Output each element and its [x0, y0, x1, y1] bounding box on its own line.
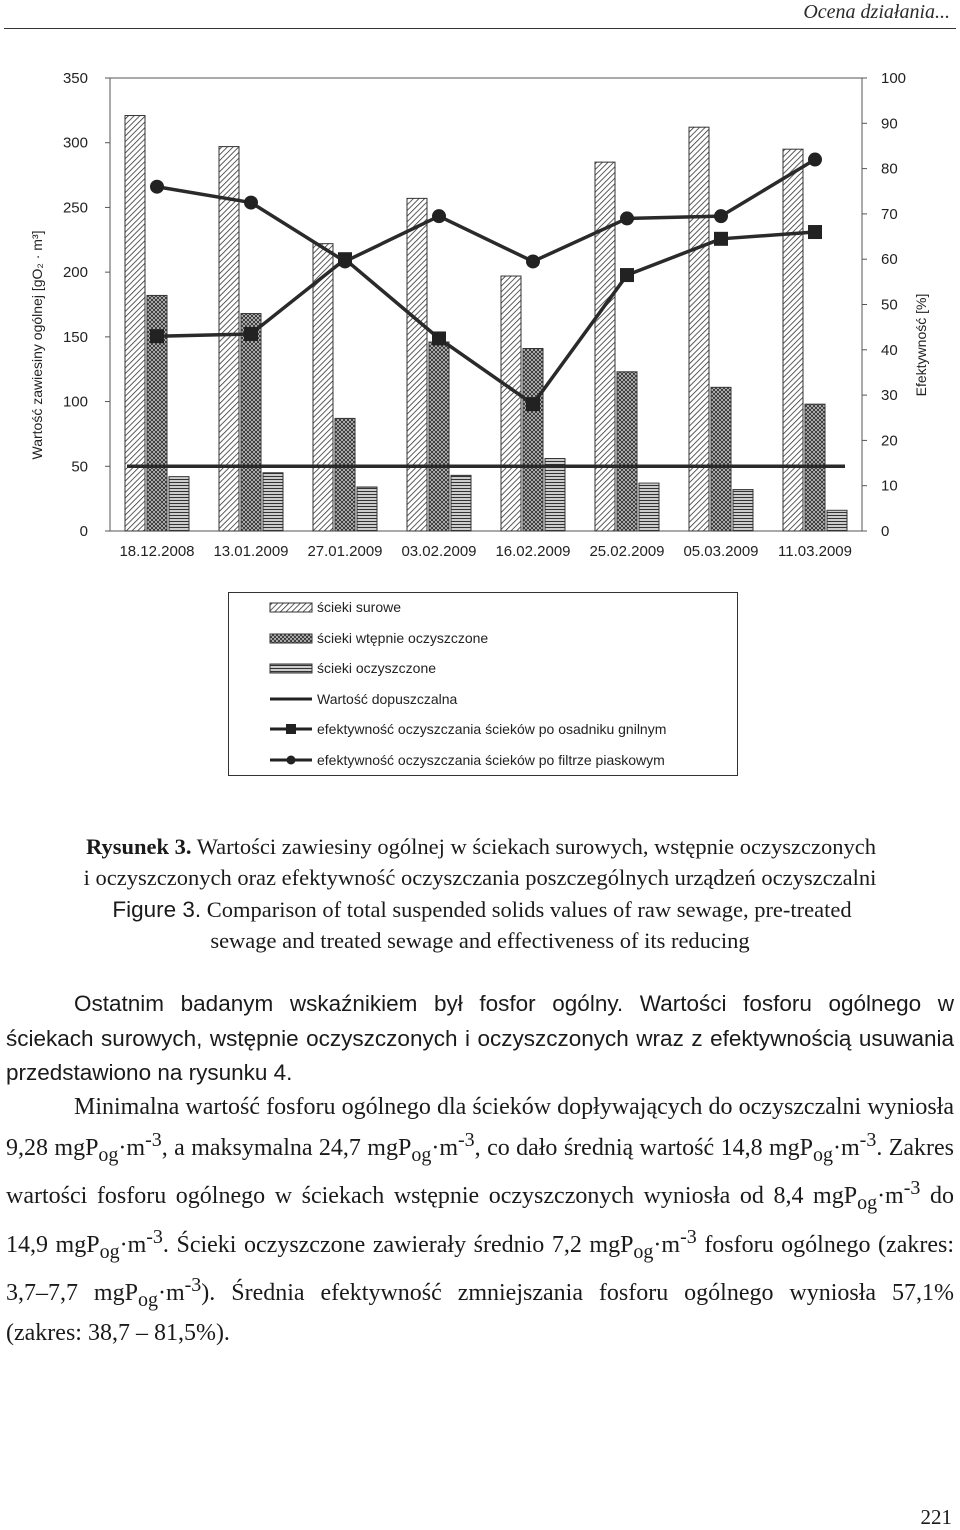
x-tick-label-7: 11.03.2009 — [778, 543, 852, 560]
page-number: 221 — [920, 1505, 952, 1529]
caption-pl-line-1: Wartości zawiesiny ogólnej w ściekach surowych, wstępnie oczyszczonych — [191, 834, 876, 859]
bar-diag-4 — [501, 276, 521, 531]
paragraph-1-sentence-1: Ostatnim badanym wskaźnikiem był fosfor ogólny. — [74, 991, 624, 1016]
y-right-tick-label-10: 100 — [881, 70, 907, 87]
caption-en-label: Figure 3. — [112, 897, 202, 922]
y-right-tick-label-0: 0 — [881, 523, 890, 540]
bar-diag-5 — [595, 162, 615, 531]
bar-diag-6 — [689, 127, 709, 531]
x-tick-label-1: 13.01.2009 — [213, 543, 289, 560]
marker-circle-1 — [244, 196, 258, 210]
paragraph-1-sentence-2: Wartości fosforu ogólnego w ściekach surowych, wstępnie oczyszczonych i oczyszczonych wraz z efektywnością usuwania przedstawiono na rysunku 4. — [6, 991, 954, 1085]
legend-swatch — [269, 753, 313, 767]
bar-cross-3 — [429, 342, 449, 531]
bar-horiz-4 — [545, 459, 565, 531]
y-left-tick-label-3: 150 — [62, 328, 88, 346]
legend-label: efektywność oczyszczania ścieków po osadniku gnilnym — [317, 721, 667, 737]
marker-square-3 — [432, 331, 446, 345]
marker-square-0 — [150, 329, 164, 343]
y-left-tick-label-1: 50 — [71, 458, 88, 476]
bar-horiz-1 — [263, 473, 283, 531]
marker-circle-2 — [338, 254, 352, 268]
bar-diag-0 — [125, 116, 145, 531]
y-left-tick-label-6: 300 — [62, 134, 88, 152]
marker-square-1 — [244, 327, 258, 341]
marker-circle-0 — [150, 180, 164, 194]
y-right-tick-label-4: 40 — [881, 341, 898, 359]
chart-legend — [228, 592, 738, 776]
bar-horiz-6 — [733, 490, 753, 531]
legend-label: ścieki surowe — [317, 599, 402, 615]
bar-diag-3 — [407, 198, 427, 531]
marker-circle-7 — [808, 153, 822, 167]
x-tick-label-5: 25.02.2009 — [589, 543, 665, 560]
y-right-tick-label-7: 70 — [881, 205, 898, 223]
marker-square-4 — [526, 397, 540, 411]
y-right-tick-label-9: 90 — [881, 115, 898, 133]
caption-pl-line-2: i oczyszczonych oraz efektywność oczyszczania poszczególnych urządzeń oczyszczalni — [83, 865, 877, 890]
series-line-2 — [157, 160, 815, 262]
x-tick-label-0: 18.12.2008 — [119, 543, 195, 560]
y-axis-left-label: Wartość zawiesiny ogólnej [gO₂ · m³] — [29, 230, 45, 460]
bar-cross-2 — [335, 418, 355, 531]
x-tick-label-2: 27.01.2009 — [307, 543, 383, 560]
bar-horiz-3 — [451, 475, 471, 531]
y-right-tick-label-2: 20 — [881, 432, 898, 450]
marker-circle-4 — [526, 254, 540, 268]
bar-diag-1 — [219, 147, 239, 531]
bar-horiz-2 — [357, 487, 377, 531]
y-left-tick-label-2: 100 — [62, 393, 88, 411]
marker-circle-3 — [432, 209, 446, 223]
legend-label: ścieki wtępnie oczyszczone — [317, 629, 489, 646]
y-right-tick-label-8: 80 — [881, 160, 898, 178]
caption-en-line-1: Comparison of total suspended solids values of raw sewage, pre-treated — [201, 897, 852, 922]
legend-label: ścieki oczyszczone — [317, 660, 437, 676]
legend-swatch — [269, 722, 313, 736]
legend-swatch — [269, 661, 313, 675]
header-rule — [4, 28, 956, 29]
y-axis-right-label: Efektywność [%] — [913, 293, 929, 397]
bar-diag-7 — [783, 149, 803, 531]
marker-circle-5 — [620, 211, 634, 225]
body-text — [6, 987, 954, 1351]
marker-square-7 — [808, 225, 822, 239]
figure-caption-pl — [0, 831, 960, 893]
caption-en-line-2: sewage and treated sewage and effectiveness of its reducing — [210, 928, 750, 953]
running-title: Ocena działania... — [803, 1, 950, 23]
y-left-tick-label-4: 200 — [62, 264, 88, 282]
bar-diag-2 — [313, 244, 333, 531]
bar-cross-5 — [617, 372, 637, 531]
combo-chart — [0, 40, 960, 580]
legend-swatch — [269, 631, 313, 645]
bar-horiz-5 — [639, 483, 659, 531]
x-tick-label-3: 03.02.2009 — [401, 543, 477, 560]
y-right-tick-label-5: 50 — [881, 296, 898, 314]
marker-square-6 — [714, 232, 728, 246]
marker-circle-6 — [714, 209, 728, 223]
bar-cross-6 — [711, 387, 731, 531]
bar-cross-1 — [241, 314, 261, 531]
y-right-tick-label-3: 30 — [881, 387, 898, 405]
bar-horiz-7 — [827, 510, 847, 531]
paragraph-1 — [6, 987, 954, 1091]
bar-horiz-0 — [169, 477, 189, 531]
running-header — [0, 0, 960, 30]
marker-square-5 — [620, 268, 634, 282]
legend-label: Wartość dopuszczalna — [317, 690, 458, 707]
bar-cross-4 — [523, 349, 543, 531]
x-tick-label-4: 16.02.2009 — [495, 543, 571, 560]
x-tick-label-6: 05.03.2009 — [683, 543, 759, 560]
y-right-tick-label-1: 10 — [881, 477, 898, 495]
y-left-tick-label-5: 250 — [62, 199, 88, 217]
figure-caption-en — [0, 894, 960, 956]
caption-pl-label: Rysunek 3. — [86, 834, 192, 859]
y-right-tick-label-6: 60 — [881, 251, 898, 269]
legend-swatch — [269, 692, 313, 706]
y-left-tick-label-0: 0 — [79, 523, 88, 540]
paragraph-2: Minimalna wartość fosforu ogólnego dla ścieków dopływających do oczyszczalni wyniosła 9,28 $mgP_{og}\cdot m^{-3}$, a maksymalna 24,7 $mgP_{og}\cdot m^{-3}$, co dało średnią wartość 14,8 $mgP_{og}\cdot m^{-3}$. Zakres wartości fosforu ogólnego w ściekach wstępnie oczyszczonych wyniosła od 8,4 $mgP_{og}\cdot m^{-3}$ do 14,9 $mgP_{og}\cdot m^{-3}$. Ścieki oczyszczone zawierały średnio 7,2 $mgP_{og}\cdot m^{-3}$ fosforu ogólnego (zakres: 3,7–7,7 $mgP_{og}\cdot m^{-3}$). Średnia efektywność zmniejszania fosforu ogólnego wyniosła 57,1% (zakres: 38,7 – 81,5%). — [6, 1093, 955, 1347]
legend-swatch — [269, 600, 313, 614]
legend-label: efektywność oczyszczania ścieków po filtrze piaskowym — [317, 751, 665, 768]
bars-layer — [125, 116, 847, 531]
y-left-tick-label-7: 350 — [62, 70, 88, 87]
